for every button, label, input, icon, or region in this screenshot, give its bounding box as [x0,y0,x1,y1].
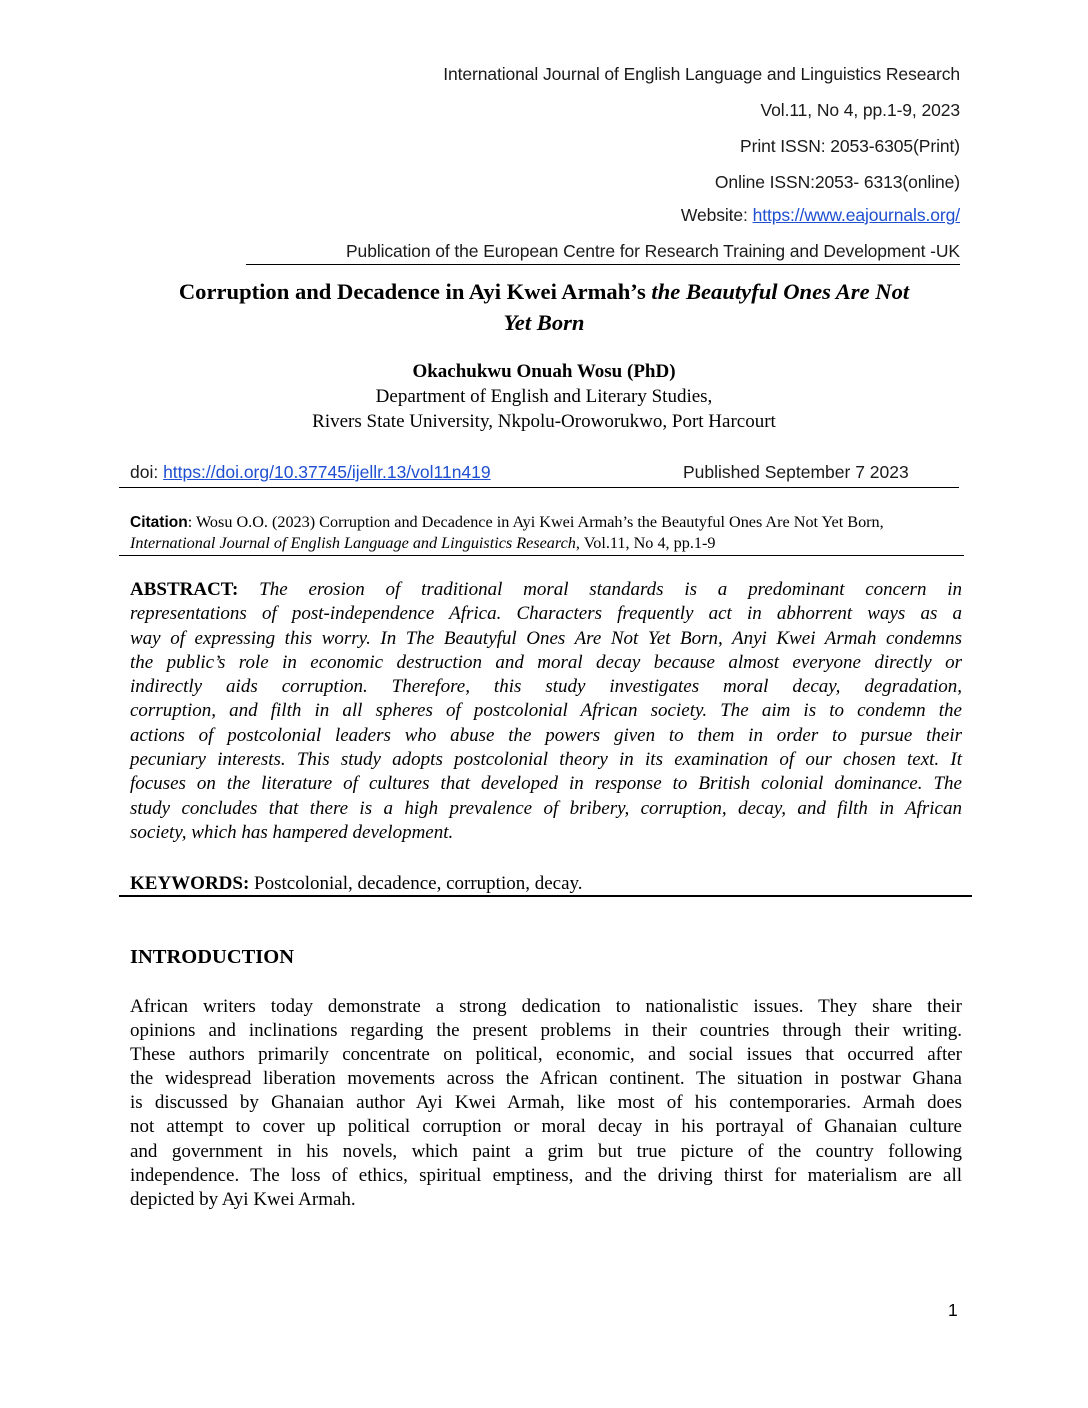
keywords-line [130,873,583,895]
intro-line: depicted by Ayi Kwei Armah. [130,1188,356,1210]
print-issn: Print ISSN: 2053-6305(Print) [740,136,960,156]
abstract-line: the public’s role in economic destruction and moral decay because almost everyone directly or [130,651,962,673]
introduction-paragraph [130,995,962,1212]
author-name: Okachukwu Onuah Wosu (PhD) [412,361,676,382]
introduction-heading: INTRODUCTION [130,946,295,968]
title-plain: Corruption and Decadence in Ayi Kwei Armah’s [178,279,652,304]
intro-line: opinions and inclinations regarding the present problems in their countries through their writing. [130,1020,962,1042]
intro-line: the widespread liberation movements across the African continent. The situation in postwar Ghana [130,1068,962,1090]
website-line [681,205,960,226]
abstract-line: actions of postcolonial leaders who abuse the powers given to them in order to pursue their [130,724,962,746]
intro-line: independence. The loss of ethics, spiritual emptiness, and the driving thirst for materialism are all [130,1164,962,1186]
citation-text-1: : Wosu O.O. (2023) Corruption and Decadence in Ayi Kwei Armah’s the Beautyful Ones Are Not Yet Born, [187,513,884,531]
keywords-label: KEYWORDS: [130,873,250,894]
publisher-line: Publication of the European Centre for Research Training and Development -UK [345,241,960,261]
doi-divider [119,487,959,488]
journal-name: International Journal of English Language and Linguistics Research [443,64,960,84]
intro-line: African writers today demonstrate a strong dedication to nationalistic issues. They share their [130,996,962,1017]
abstract-label: ABSTRACT: [130,579,239,600]
citation-label: Citation [130,514,188,531]
abstract-line: indirectly aids corruption. Therefore, this study investigates moral decay, degradation, [130,676,962,698]
citation-block [130,512,962,554]
intro-line: is discussed by Ghanaian author Ayi Kwei Armah, like most of his contemporaries. Armah does [130,1092,962,1114]
volume-info: Vol.11, No 4, pp.1-9, 2023 [760,100,960,120]
abstract-line: society, which has hampered development. [130,821,454,843]
website-link[interactable]: https://www.eajournals.org/ [752,205,960,225]
abstract-block [130,578,962,845]
intro-line: and government in his novels, which paint a grim but true picture of the country following [130,1140,962,1162]
title-italic-2: Yet Born [503,310,585,335]
page-number: 1 [948,1300,958,1320]
published-date: Published September 7 2023 [683,462,909,482]
abstract-line: focuses on the literature of cultures that developed in response to British colonial dominance. The [130,773,962,795]
doi-label: doi: [130,462,164,482]
website-label: Website: [680,205,753,225]
intro-line: These authors primarily concentrate on political, economic, and social issues that occurred after [130,1044,962,1066]
citation-text-2: , Vol.11, No 4, pp.1-9 [575,534,716,552]
doi-link[interactable]: https://doi.org/10.37745/ijellr.13/vol11n419 [163,462,491,482]
intro-line: not attempt to cover up political corruption or moral decay in his portrayal of Ghanaian culture [130,1116,962,1138]
citation-divider [119,555,964,556]
doi-line [130,462,491,483]
author-institution: Rivers State University, Nkpolu-Oroworukwo, Port Harcourt [312,411,776,432]
author-department: Department of English and Literary Studies, [375,386,713,407]
abstract-line: representations of post-independence Africa. Characters frequently act in abhorrent ways as a [130,603,962,625]
abstract-line: way of expressing this worry. In The Beautyful Ones Are Not Yet Born, Anyi Kwei Armah condemns [130,627,962,649]
abstract-line: study concludes that there is a high prevalence of bribery, corruption, decay, and filth in African [130,797,962,819]
abstract-line: ABSTRACT: The erosion of traditional moral standards is a predominant concern in [130,579,962,600]
header-divider [246,264,960,265]
paper-title [110,276,978,338]
online-issn: Online ISSN:2053- 6313(online) [714,172,960,192]
keywords-text: Postcolonial, decadence, corruption, decay. [249,873,583,894]
citation-journal: International Journal of English Language and Linguistics Research [130,534,576,552]
abstract-line: corruption, and filth in all spheres of postcolonial African society. The aim is to condemn the [130,700,962,722]
title-italic-1: the Beautyful Ones Are Not [651,279,910,304]
abstract-line: pecuniary interests. This study adopts postcolonial theory in its examination of our chosen text. It [130,749,962,771]
keywords-divider [119,895,972,897]
